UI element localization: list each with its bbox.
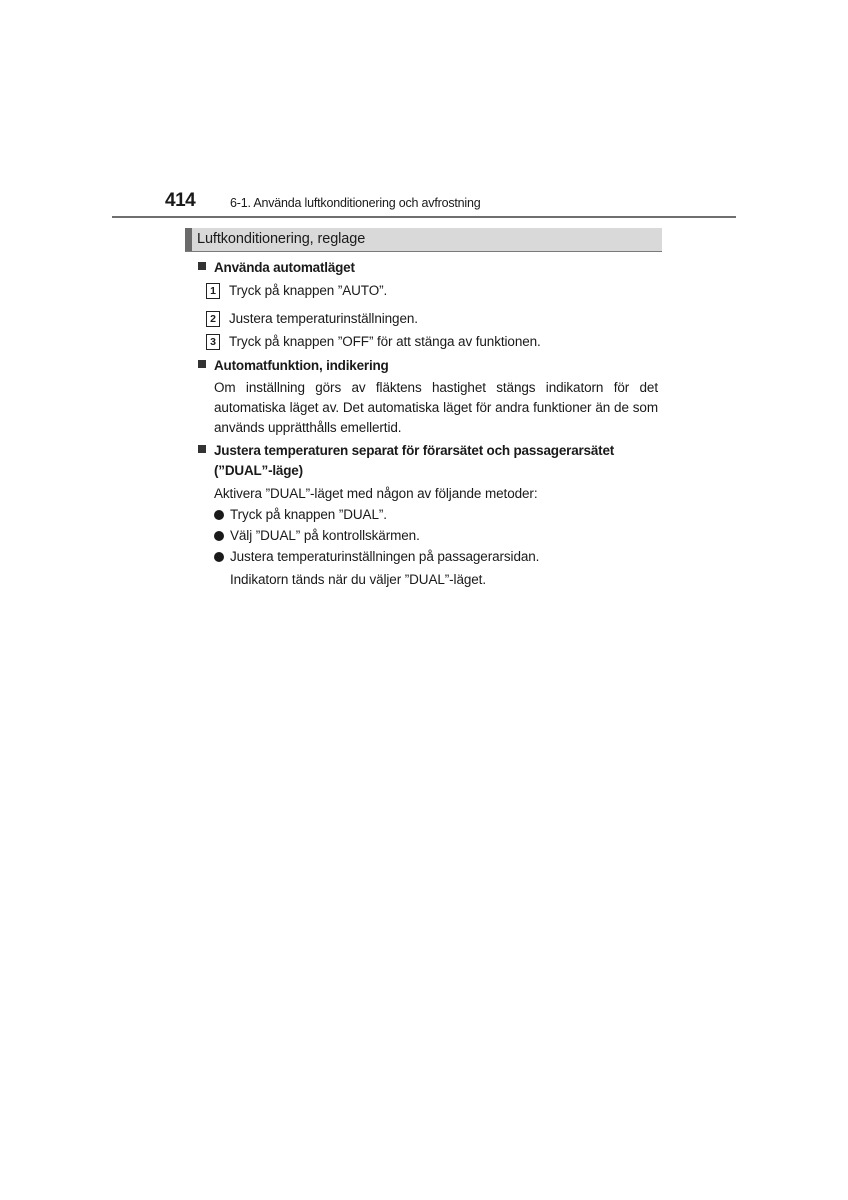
dual-bullet-2 (214, 527, 420, 545)
dual-intro: Aktivera ”DUAL”-läget med någon av följande metoder: (214, 486, 538, 501)
step-number-badge: 2 (206, 311, 220, 327)
round-bullet-icon (214, 531, 224, 541)
dual-bullet-3 (214, 548, 539, 566)
dual-heading-text: Justera temperaturen separat för förarsätet och passagerarsätet (”DUAL”-läge) (214, 443, 615, 478)
step-number-badge: 3 (206, 334, 220, 350)
auto-indicator-heading (198, 356, 389, 376)
auto-mode-heading-text: Använda automatläget (214, 260, 355, 275)
round-bullet-icon (214, 552, 224, 562)
step-2 (206, 310, 418, 328)
auto-indicator-body: Om inställning görs av fläktens hastighet stängs indikatorn för det automatiska läget av. Det automatiska läget för andra funktioner än de som används upprätthålls emellertid. (214, 380, 658, 435)
auto-mode-heading (198, 258, 355, 278)
dual-heading (198, 441, 658, 481)
header-divider (112, 216, 736, 218)
step-text: Tryck på knappen ”AUTO”. (229, 283, 388, 298)
auto-indicator-heading-text: Automatfunktion, indikering (214, 358, 389, 373)
step-1 (206, 282, 387, 300)
bullet-text: Justera temperaturinställningen på passagerarsidan. (230, 549, 540, 564)
step-3 (206, 333, 541, 351)
round-bullet-icon (214, 510, 224, 520)
step-text: Justera temperaturinställningen. (229, 311, 418, 326)
chapter-title: 6-1. Använda luftkonditionering och avfrostning (230, 196, 481, 210)
page-number: 414 (165, 190, 196, 211)
section-header-bar (185, 228, 192, 251)
step-text: Tryck på knappen ”OFF” för att stänga av funktionen. (229, 334, 541, 349)
bullet-text: Tryck på knappen ”DUAL”. (230, 507, 387, 522)
dual-bullet-1 (214, 506, 387, 524)
square-bullet-icon (198, 360, 206, 368)
bullet-text: Välj ”DUAL” på kontrollskärmen. (230, 528, 420, 543)
square-bullet-icon (198, 445, 206, 453)
section-header (185, 228, 662, 252)
step-number-badge: 1 (206, 283, 220, 299)
section-title: Luftkonditionering, reglage (197, 231, 366, 247)
square-bullet-icon (198, 262, 206, 270)
dual-note: Indikatorn tänds när du väljer ”DUAL”-läget. (230, 572, 486, 587)
